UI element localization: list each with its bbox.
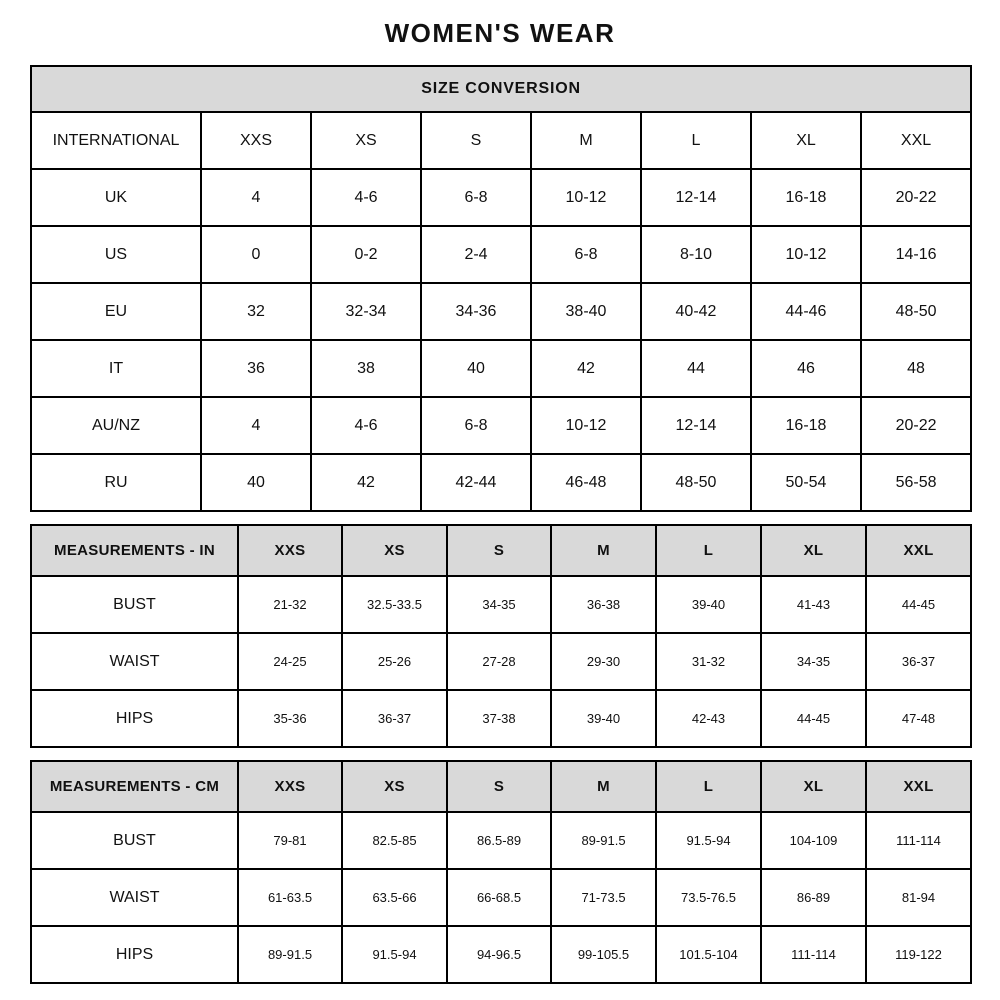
table-cell: 61-63.5	[238, 869, 342, 926]
table-cell: 32	[201, 283, 311, 340]
table-cell: 86-89	[761, 869, 866, 926]
table-header-row	[31, 525, 971, 576]
table-row	[31, 576, 971, 633]
table-cell: 48	[861, 340, 971, 397]
row-label: EU	[31, 283, 201, 340]
table-cell: 91.5-94	[656, 812, 761, 869]
table-cell: 34-35	[761, 633, 866, 690]
table-cell: 4-6	[311, 169, 421, 226]
row-label: BUST	[31, 812, 238, 869]
measurements-in-title: MEASUREMENTS - IN	[31, 525, 238, 576]
size-header-cell: S	[447, 525, 551, 576]
table-cell: 40	[201, 454, 311, 511]
table-row	[31, 812, 971, 869]
table-cell: 111-114	[761, 926, 866, 983]
size-conversion-table	[30, 65, 972, 512]
table-cell: 42	[531, 340, 641, 397]
table-cell: 42-43	[656, 690, 761, 747]
table-cell: 29-30	[551, 633, 656, 690]
table-cell: 104-109	[761, 812, 866, 869]
row-label: UK	[31, 169, 201, 226]
table-cell: 39-40	[551, 690, 656, 747]
measurements-cm-table	[30, 760, 972, 984]
table-row	[31, 340, 971, 397]
table-cell: 4-6	[311, 397, 421, 454]
table-cell: 79-81	[238, 812, 342, 869]
table-cell: 99-105.5	[551, 926, 656, 983]
table-cell: XXL	[861, 112, 971, 169]
table-cell: 36	[201, 340, 311, 397]
size-header-cell: S	[447, 761, 551, 812]
table-cell: 91.5-94	[342, 926, 447, 983]
table-cell: M	[531, 112, 641, 169]
table-cell: 25-26	[342, 633, 447, 690]
table-cell: 50-54	[751, 454, 861, 511]
size-header-cell: XL	[761, 761, 866, 812]
row-label: US	[31, 226, 201, 283]
table-cell: 119-122	[866, 926, 971, 983]
table-cell: 42-44	[421, 454, 531, 511]
table-cell: 38	[311, 340, 421, 397]
table-cell: 44-45	[866, 576, 971, 633]
row-label: WAIST	[31, 633, 238, 690]
table-row	[31, 226, 971, 283]
table-cell: XS	[311, 112, 421, 169]
table-row	[31, 283, 971, 340]
table-cell: 66-68.5	[447, 869, 551, 926]
table-cell: 81-94	[866, 869, 971, 926]
table-cell: 6-8	[531, 226, 641, 283]
table-cell: 27-28	[447, 633, 551, 690]
size-header-cell: L	[656, 525, 761, 576]
table-cell: L	[641, 112, 751, 169]
table-cell: 71-73.5	[551, 869, 656, 926]
table-cell: 41-43	[761, 576, 866, 633]
size-conversion-title: SIZE CONVERSION	[31, 66, 971, 112]
size-header-cell: XXS	[238, 525, 342, 576]
table-cell: 63.5-66	[342, 869, 447, 926]
row-label: HIPS	[31, 926, 238, 983]
table-cell: 94-96.5	[447, 926, 551, 983]
table-cell: 39-40	[656, 576, 761, 633]
table-cell: 32-34	[311, 283, 421, 340]
table-cell: 2-4	[421, 226, 531, 283]
table-row	[31, 112, 971, 169]
table-header-row	[31, 66, 971, 112]
table-cell: 82.5-85	[342, 812, 447, 869]
table-cell: 4	[201, 169, 311, 226]
table-cell: 6-8	[421, 397, 531, 454]
table-cell: 32.5-33.5	[342, 576, 447, 633]
table-cell: 34-36	[421, 283, 531, 340]
table-cell: XL	[751, 112, 861, 169]
table-cell: 20-22	[861, 169, 971, 226]
table-cell: 14-16	[861, 226, 971, 283]
table-cell: 89-91.5	[238, 926, 342, 983]
size-header-cell: XS	[342, 525, 447, 576]
table-cell: 36-37	[342, 690, 447, 747]
table-row	[31, 926, 971, 983]
table-cell: 20-22	[861, 397, 971, 454]
row-label: AU/NZ	[31, 397, 201, 454]
table-cell: 31-32	[656, 633, 761, 690]
row-label: RU	[31, 454, 201, 511]
table-cell: 0-2	[311, 226, 421, 283]
table-row	[31, 169, 971, 226]
table-cell: 6-8	[421, 169, 531, 226]
row-label: HIPS	[31, 690, 238, 747]
table-cell: 10-12	[531, 397, 641, 454]
row-label: INTERNATIONAL	[31, 112, 201, 169]
size-header-cell: M	[551, 761, 656, 812]
table-cell: 37-38	[447, 690, 551, 747]
size-header-cell: XXL	[866, 761, 971, 812]
table-cell: S	[421, 112, 531, 169]
table-cell: XXS	[201, 112, 311, 169]
table-cell: 16-18	[751, 169, 861, 226]
table-cell: 4	[201, 397, 311, 454]
table-cell: 56-58	[861, 454, 971, 511]
size-header-cell: XXS	[238, 761, 342, 812]
table-row	[31, 454, 971, 511]
table-row	[31, 869, 971, 926]
size-header-cell: XS	[342, 761, 447, 812]
size-header-cell: M	[551, 525, 656, 576]
table-cell: 40	[421, 340, 531, 397]
table-cell: 101.5-104	[656, 926, 761, 983]
row-label: IT	[31, 340, 201, 397]
table-row	[31, 633, 971, 690]
table-cell: 89-91.5	[551, 812, 656, 869]
table-cell: 24-25	[238, 633, 342, 690]
table-cell: 111-114	[866, 812, 971, 869]
table-cell: 36-38	[551, 576, 656, 633]
table-cell: 46	[751, 340, 861, 397]
table-cell: 12-14	[641, 169, 751, 226]
row-label: WAIST	[31, 869, 238, 926]
size-header-cell: XXL	[866, 525, 971, 576]
table-cell: 86.5-89	[447, 812, 551, 869]
measurements-in-table	[30, 524, 972, 748]
table-cell: 21-32	[238, 576, 342, 633]
table-cell: 47-48	[866, 690, 971, 747]
measurements-cm-title: MEASUREMENTS - CM	[31, 761, 238, 812]
table-cell: 46-48	[531, 454, 641, 511]
table-cell: 36-37	[866, 633, 971, 690]
table-cell: 16-18	[751, 397, 861, 454]
size-header-cell: L	[656, 761, 761, 812]
table-cell: 0	[201, 226, 311, 283]
table-header-row	[31, 761, 971, 812]
table-cell: 42	[311, 454, 421, 511]
table-cell: 8-10	[641, 226, 751, 283]
table-row	[31, 397, 971, 454]
table-cell: 10-12	[751, 226, 861, 283]
table-cell: 34-35	[447, 576, 551, 633]
table-cell: 48-50	[861, 283, 971, 340]
table-cell: 44-45	[761, 690, 866, 747]
table-cell: 73.5-76.5	[656, 869, 761, 926]
table-cell: 10-12	[531, 169, 641, 226]
page-title: WOMEN'S WEAR	[384, 18, 616, 48]
table-cell: 44	[641, 340, 751, 397]
row-label: BUST	[31, 576, 238, 633]
table-row	[31, 690, 971, 747]
size-header-cell: XL	[761, 525, 866, 576]
table-cell: 38-40	[531, 283, 641, 340]
table-cell: 12-14	[641, 397, 751, 454]
table-cell: 35-36	[238, 690, 342, 747]
table-cell: 48-50	[641, 454, 751, 511]
table-cell: 44-46	[751, 283, 861, 340]
table-cell: 40-42	[641, 283, 751, 340]
